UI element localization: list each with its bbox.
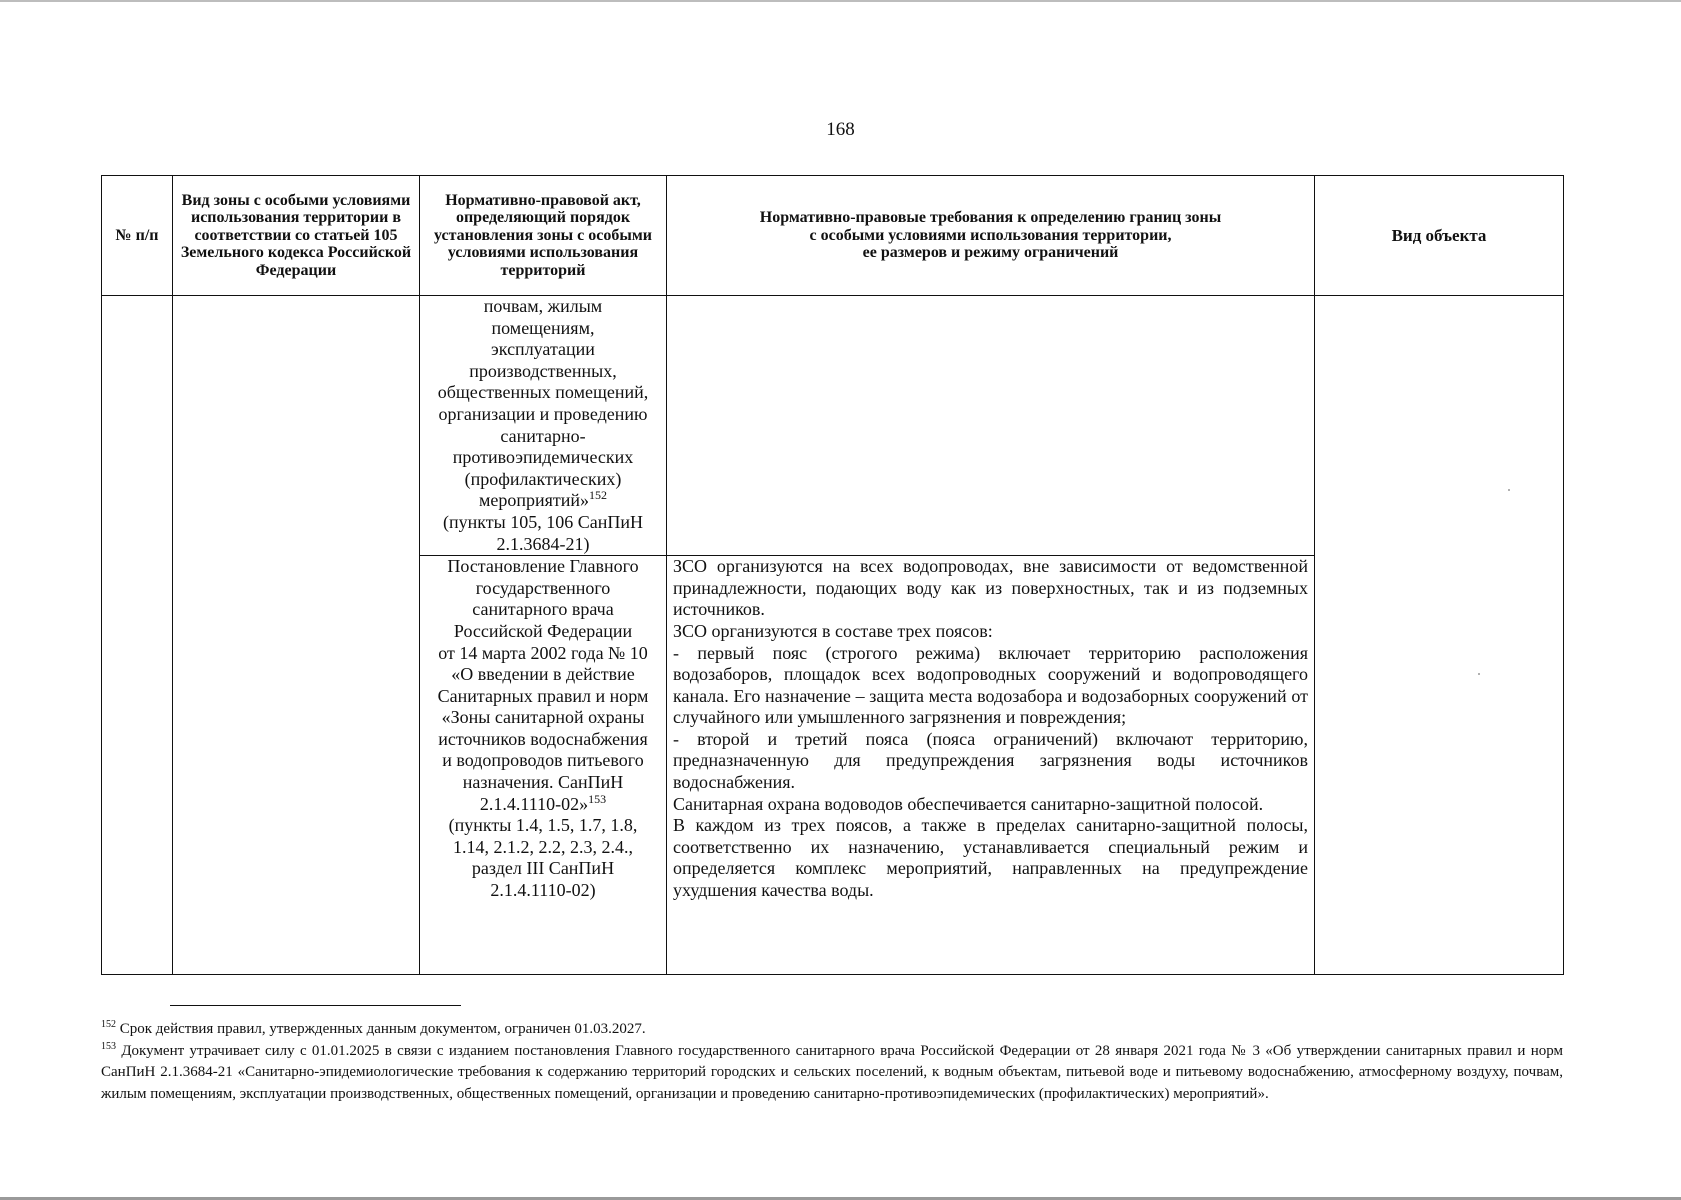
table-row bbox=[102, 296, 1564, 556]
scan-edge-top bbox=[0, 0, 1681, 2]
cell-legal-act bbox=[420, 556, 667, 975]
legal-act-line: производственных, bbox=[469, 360, 617, 381]
legal-act-line: 2.1.3684-21) bbox=[496, 533, 590, 554]
cell-legal-act bbox=[420, 296, 667, 556]
header-number: № п/п bbox=[102, 176, 173, 296]
legal-act-line: «О введении в действие bbox=[451, 664, 635, 685]
legal-act-line: санитарно- bbox=[500, 425, 586, 446]
footnote-text: Документ утрачивает силу с 01.01.2025 в связи с изданием постановления Главного государственного санитарного врача Российской Федерации от 28 января 2021 года № 3 «Об утверждении санитарных правил и норм СанПиН 2.1.3684-21 «Санитарно-эпидемиологические требования к содержанию территорий городских и сельских поселений, к водным объектам, питьевой воде и питьевому водоснабжению, атмосферному воздуху, почвам, жилым помещениям, эксплуатации производственных, общественных помещений, организации и проведению санитарно-противоэпидемических (профилактических) мероприятий». bbox=[101, 1042, 1563, 1102]
legal-act-line: (пункты 105, 106 СанПиН bbox=[443, 511, 643, 532]
table-header-row bbox=[102, 176, 1564, 296]
footnote-text: Срок действия правил, утвержденных данным документом, ограничен 01.03.2027. bbox=[119, 1021, 646, 1037]
legal-act-line: 2.1.4.1110-02) bbox=[490, 880, 596, 901]
legal-act-line: санитарного врача bbox=[472, 599, 614, 620]
header-requirements-line: ее размеров и режиму ограничений bbox=[862, 244, 1119, 262]
legal-act-line: источников водоснабжения bbox=[438, 728, 648, 749]
legal-act-line: «Зоны санитарной охраны bbox=[441, 707, 645, 728]
footnote-separator bbox=[170, 1005, 461, 1006]
legal-act-line: противоэпидемических bbox=[452, 447, 634, 468]
requirement-paragraph: В каждом из трех поясов, а также в пределах санитарно-защитной полосы, соответственно их назначению, устанавливается специальный режим и определяется комплекс мероприятий, направленных на предупреждение ухудшения качества воды. bbox=[673, 815, 1308, 901]
legal-act-line: эксплуатации bbox=[491, 339, 595, 360]
cell-object-type bbox=[1315, 296, 1564, 975]
legal-act-line: 1.14, 2.1.2, 2.2, 2.3, 2.4., bbox=[453, 836, 633, 857]
requirement-paragraph: - второй и третий пояса (пояса ограничений) включают территорию, предназначенную для предупреждения загрязнения воды источников водоснабжения. bbox=[673, 728, 1308, 793]
legal-act-line-text: 2.1.4.1110-02» bbox=[479, 793, 589, 814]
requirement-paragraph: Санитарная охрана водоводов обеспечивается санитарно-защитной полосой. bbox=[673, 793, 1264, 814]
footnote-ref-153: 153 bbox=[588, 791, 607, 806]
legal-act-line: общественных помещений, bbox=[437, 382, 649, 403]
requirement-paragraph: - первый пояс (строгого режима) включает территорию расположения водозаборов, площадок всех водопроводных сооружений и водопроводящего канала. Его назначение – защита места водозабора и водозаборных сооружений от случайного или умышленного загрязнения и повреждения; bbox=[673, 642, 1308, 728]
header-object-type: Вид объекта bbox=[1315, 176, 1564, 296]
cell-requirements-empty bbox=[667, 296, 1315, 556]
legal-act-line: государственного bbox=[475, 577, 611, 598]
header-requirements bbox=[667, 176, 1315, 296]
legal-act-line bbox=[426, 791, 660, 816]
cell-requirements bbox=[667, 556, 1315, 975]
legal-act-line bbox=[426, 490, 660, 512]
legal-act-line: Санитарных правил и норм bbox=[437, 685, 649, 706]
legal-act-line: Постановление Главного bbox=[447, 556, 639, 577]
legal-act-line: раздел III СанПиН bbox=[471, 858, 615, 879]
legal-act-line: (профилактических) bbox=[464, 468, 622, 489]
legal-act-line: Российской Федерации bbox=[453, 620, 633, 641]
legal-act-line: (пункты 1.4, 1.5, 1.7, 1.8, bbox=[448, 815, 638, 836]
footnote-153 bbox=[101, 1041, 1563, 1106]
page-number: 168 bbox=[826, 119, 855, 140]
cell-zone-type bbox=[173, 296, 420, 975]
legal-act-line: почвам, жилым bbox=[483, 296, 603, 316]
footnote-marker: 153 bbox=[101, 1040, 116, 1052]
scan-speck bbox=[1478, 673, 1480, 675]
requirement-paragraph: ЗСО организуются в составе трех поясов: bbox=[673, 620, 993, 641]
header-requirements-line: с особыми условиями использования территории, bbox=[809, 226, 1172, 244]
header-zone-type: Вид зоны с особыми условиями использования территории в соответствии со статьей 105 Земельного кодекса Российской Федерации bbox=[173, 176, 420, 296]
header-requirements-line: Нормативно-правовые требования к определению границ зоны bbox=[759, 209, 1222, 227]
cell-number bbox=[102, 296, 173, 975]
footnotes bbox=[101, 1019, 1563, 1105]
legal-act-line: и водопроводов питьевого bbox=[442, 750, 644, 771]
scan-speck bbox=[1508, 489, 1510, 491]
requirement-paragraph: ЗСО организуются на всех водопроводах, вне зависимости от ведомственной принадлежности, подающих воду как из поверхностных, так и из подземных источников. bbox=[673, 556, 1308, 620]
legal-act-line: организации и проведению bbox=[438, 403, 648, 424]
footnote-152 bbox=[101, 1019, 1563, 1041]
header-legal-act: Нормативно-правовой акт, определяющий порядок установления зоны с особыми условиями использования территорий bbox=[420, 176, 667, 296]
footnote-ref-152: 152 bbox=[589, 488, 608, 503]
regulation-table bbox=[101, 175, 1564, 975]
legal-act-line: назначения. СанПиН bbox=[462, 772, 624, 793]
footnote-marker: 152 bbox=[101, 1019, 116, 1030]
legal-act-line-text: мероприятий» bbox=[478, 490, 590, 511]
legal-act-line: от 14 марта 2002 года № 10 bbox=[438, 642, 648, 663]
legal-act-line: помещениям, bbox=[491, 317, 595, 338]
